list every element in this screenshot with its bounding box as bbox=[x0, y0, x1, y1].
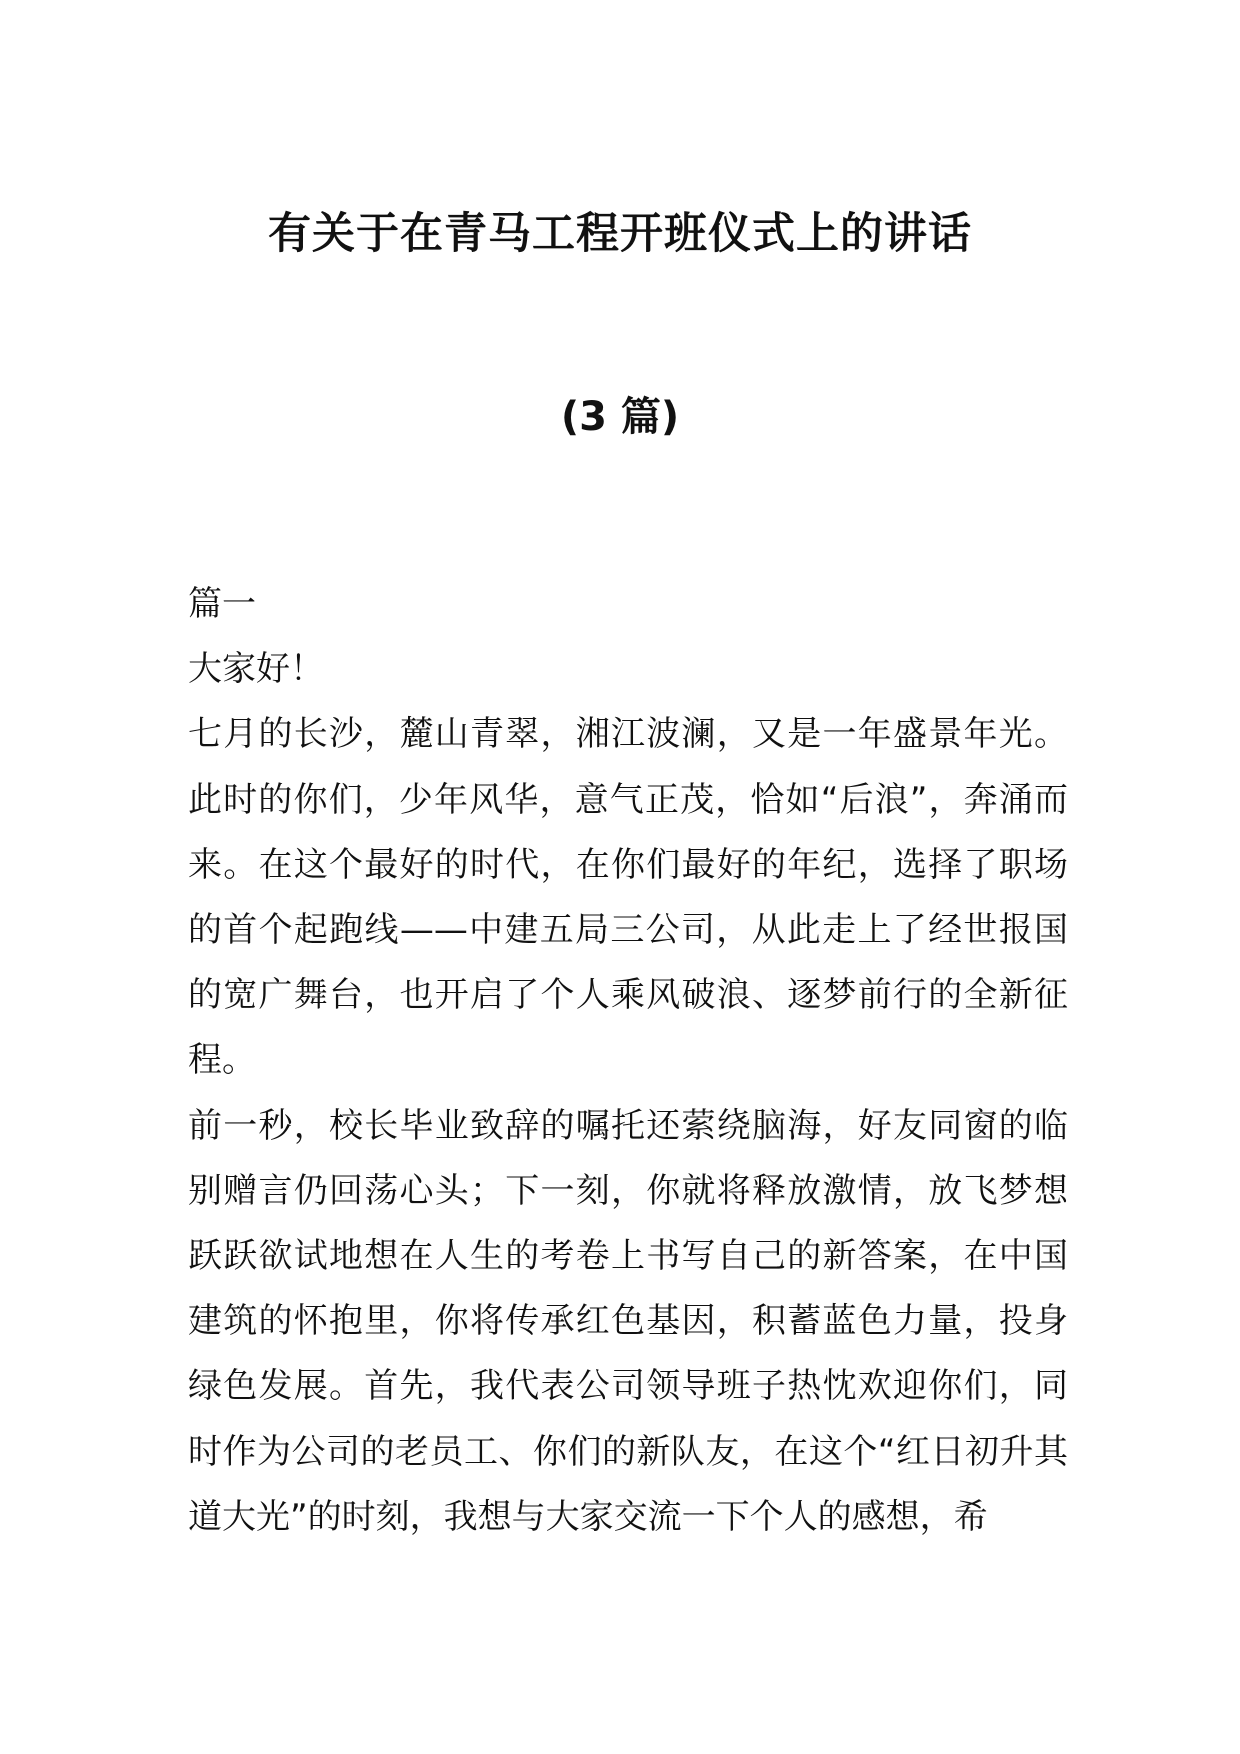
greeting-paragraph: 大家好！ bbox=[188, 649, 324, 690]
document-title: 有关于在青马工程开班仪式上的讲话 bbox=[268, 209, 972, 259]
body-paragraph: 七月的长沙，麓山青翠，湘江波澜，又是一年盛景年光。此时的你们，少年风华，意气正茂，恰如“后浪”，奔涌而来。在这个最好的时代，在你们最好的年纪，选择了职场的首个起跑线——中建五局三公司，从此走上了经世报国的宽广舞台，也开启了个人乘风破浪、逐梦前行的全新征程。 bbox=[188, 714, 1068, 1081]
document-subtitle: (3 篇) bbox=[560, 394, 680, 440]
body-paragraph: 前一秒，校长毕业致辞的嘱托还萦绕脑海，好友同窗的临别赠言仍回荡心头；下一刻，你就将释放激情，放飞梦想跃跃欲试地想在人生的考卷上书写自己的新答案，在中国建筑的怀抱里，你将传承红色基因，积蓄蓝色力量，投身绿色发展。首先，我代表公司领导班子热忱欢迎你们，同时作为公司的老员工、你们的新队友，在这个“红日初升其道大光”的时刻，我想与大家交流一下个人的感想，希 bbox=[188, 1105, 1068, 1537]
document-body bbox=[188, 572, 1068, 1550]
section-heading: 篇一 bbox=[188, 584, 256, 624]
